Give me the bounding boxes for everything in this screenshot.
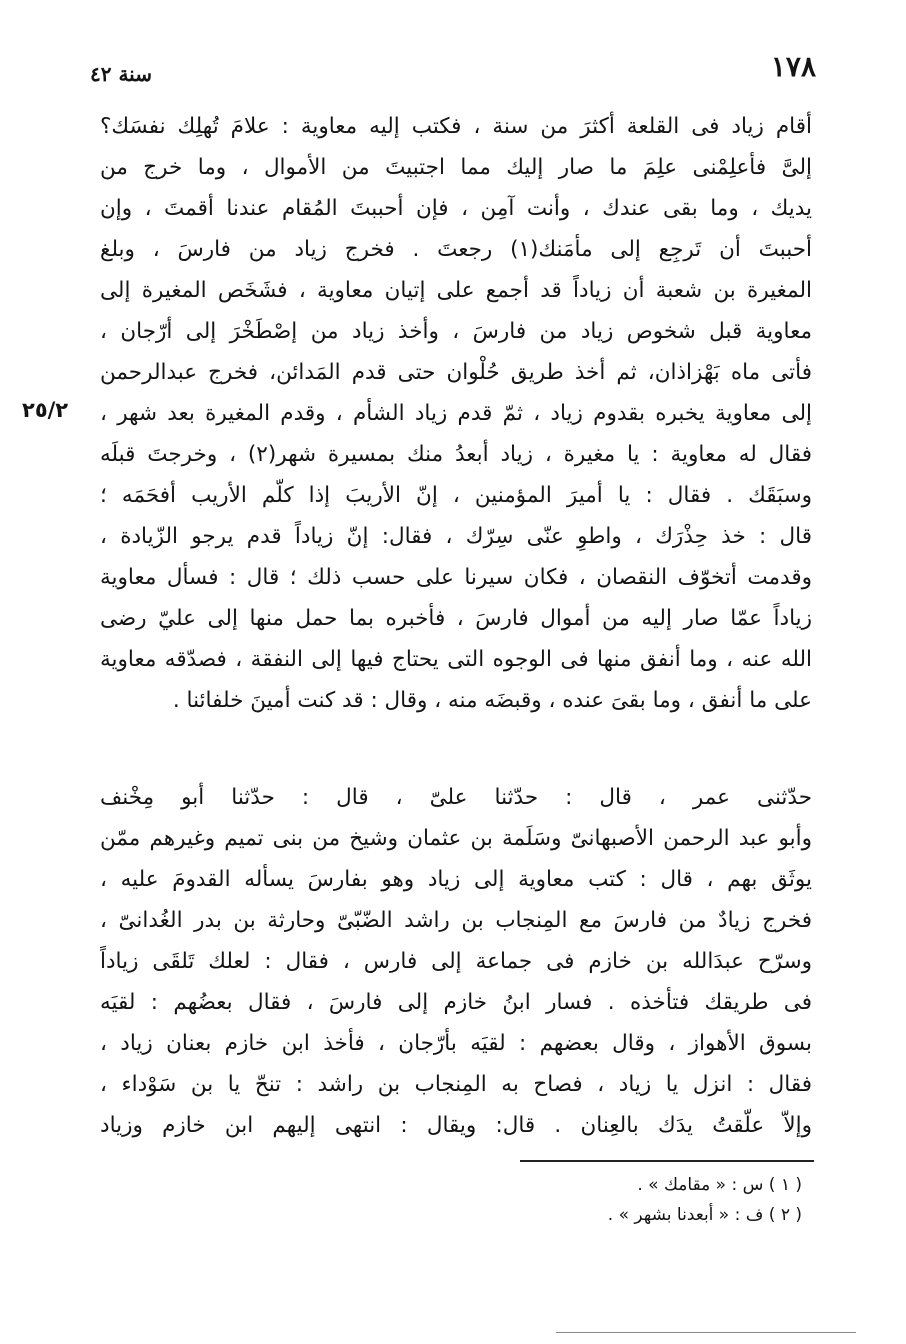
text-line: الله عنه ، وما أنفق منها فى الوجوه التى يحتاج فيها إلى النفقة ، فصدّقه معاوية [100,647,812,672]
page-number: ١٧٨ [770,50,816,83]
text-line: يديك ، وما بقى عندك ، وأنت آمِن ، فإن أحببتَ المُقام عندنا أقمتَ ، وإن [100,196,812,221]
text-line: أقام زياد فى القلعة أكثرَ من سنة ، فكتب إليه معاوية : علامَ تُهلِك نفسَك؟ [100,114,812,139]
text-line: فقال له معاوية : يا مغيرة ، زياد أبعدُ منك بمسيرة شهر(٢) ، وخرجتَ قبلَه [100,442,812,467]
text-line: وإلاّ علّقتُ يدَك بالعِنان . قال: ويقال : انتهى إليهم ابن خازم وزياد [100,1113,812,1138]
footnotes [608,1170,802,1230]
text-line: المغيرة بن شعبة أن زياداً قد أجمع على إتيان معاوية ، فشَخَص المغيرة إلى [100,278,812,303]
text-line: فقال : انزل يا زياد ، فصاح به المِنجاب بن راشد : تنحّ يا بن سَوْداء ، [100,1072,812,1097]
text-line: فخرج زيادٌ من فارسَ مع المِنجاب بن راشد الضّبّىّ وحارثة بن بدر الغُدانىّ ، [100,908,812,933]
page-edge-line [556,1332,856,1333]
text-line: وقدمت أتخوّف النقصان ، فكان سيرنا على حسب ذلك ؛ قال : فسأل معاوية [100,565,812,590]
text-line: بسوق الأهواز ، وقال بعضهم : لقيَه بأرّجان ، فأخذ ابن خازم بعنان زياد ، [100,1031,812,1056]
text-line: على ما أنفق ، وما بقىَ عنده ، وقبضَه منه ، وقال : قد كنت أمينَ خلفائنا . [172,688,812,713]
footnote-divider [520,1160,814,1162]
text-line: معاوية قبل شخوص زياد من فارسَ ، وأخذ زياد من إصْطَخْرَ إلى أرّجان ، [100,319,812,344]
text-line: قال : خذ حِذْرَك ، واطوِ عنّى سِرّك ، فقال: إنّ زياداً قدم يرجو الزّيادة ، [100,524,812,549]
running-header-year: سنة ٤٢ [90,62,152,86]
text-line: فأتى ماه بَهْزاذان، ثم أخذ طريق حُلْوان حتى قدم المَدائن، فخرج عبدالرحمن [100,360,812,385]
text-line: وأبو عبد الرحمن الأصبهانىّ وسَلَمة بن عثمان وشيخ من بنى تميم وغيرهم ممّن [100,826,812,851]
text-line: أحببتَ أن تَرجِع إلى مأمَنك(١) رجعتَ . فخرج زياد من فارسَ ، وبلغ [100,237,812,262]
text-line: إلى معاوية يخبره بقدوم زياد ، ثمّ قدم زياد الشأم ، وقدم المغيرة بعد شهر ، [100,401,812,426]
text-line: وسبَقَك . فقال : يا أميرَ المؤمنين ، إنّ الأريبَ إذا كلّم الأريب أفحَمَه ؛ [100,483,812,508]
text-line: فى طريقك فتأخذه . فسار ابنُ خازم إلى فارسَ ، فقال بعضُهم : لقيَه [100,990,812,1015]
margin-reference: ٢٥/٢ [22,398,69,422]
paragraph-2 [100,777,812,1146]
text-line: زياداً عمّا صار إليه من أموال فارسَ ، فأخبره بما حمل منها إلى عليّ رضى [100,606,812,631]
text-line: إلىَّ فأعلِمْنى علِمَ ما صار إليك مما اجتبيتَ من الأموال ، وما خرج من [100,155,812,180]
text-line: حدّثنى عمر ، قال : حدّثنا علىّ ، قال : حدّثنا أبو مِخْنف [100,785,812,810]
footnote-1: ( ١ ) س : « مقامك » . [637,1175,802,1195]
footnote-2: ( ٢ ) ف : « أبعدنا بشهر » . [607,1205,802,1225]
text-line: وسرّح عبدَالله بن خازم فى جماعة إلى فارس ، فقال : لعلك تَلقَى زياداً [100,949,812,974]
text-line: يوثَق بهم ، قال : كتب معاوية إلى زياد وهو بفارسَ يسأله القدومَ عليه ، [100,867,812,892]
paragraph-1 [100,106,812,721]
